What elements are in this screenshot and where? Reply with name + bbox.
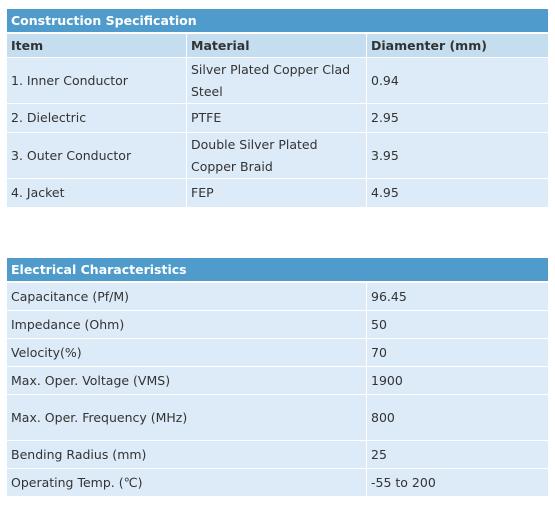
table-row bbox=[7, 311, 549, 339]
table-row bbox=[7, 58, 549, 104]
table-row bbox=[7, 179, 549, 208]
item-cell: 2. Dielectric bbox=[7, 104, 187, 133]
label-cell: Operating Temp. (℃) bbox=[7, 469, 367, 497]
electrical-title: Electrical Characteristics bbox=[7, 258, 549, 283]
label-cell: Bending Radius (mm) bbox=[7, 441, 367, 469]
electrical-title-row bbox=[7, 258, 549, 283]
construction-spec-table bbox=[6, 8, 549, 208]
construction-title: Construction Specification bbox=[7, 9, 549, 34]
item-cell: 3. Outer Conductor bbox=[7, 133, 187, 179]
table-row bbox=[7, 367, 549, 395]
table-row bbox=[7, 282, 549, 311]
value-cell: 800 bbox=[367, 395, 549, 441]
diameter-cell: 0.94 bbox=[367, 58, 549, 104]
table-row bbox=[7, 104, 549, 133]
label-cell: Max. Oper. Voltage (VMS) bbox=[7, 367, 367, 395]
electrical-characteristics-table bbox=[6, 257, 549, 497]
table-row bbox=[7, 441, 549, 469]
item-cell: 4. Jacket bbox=[7, 179, 187, 208]
header-material: Material bbox=[187, 33, 367, 58]
diameter-cell: 4.95 bbox=[367, 179, 549, 208]
value-cell: 50 bbox=[367, 311, 549, 339]
label-cell: Velocity(%) bbox=[7, 339, 367, 367]
construction-title-row bbox=[7, 9, 549, 34]
label-cell: Max. Oper. Frequency (MHz) bbox=[7, 395, 367, 441]
construction-header-row bbox=[7, 33, 549, 58]
table-row bbox=[7, 469, 549, 497]
item-cell: 1. Inner Conductor bbox=[7, 58, 187, 104]
diameter-cell: 2.95 bbox=[367, 104, 549, 133]
material-cell: Silver Plated Copper Clad Steel bbox=[187, 58, 367, 104]
material-cell: Double Silver Plated Copper Braid bbox=[187, 133, 367, 179]
diameter-cell: 3.95 bbox=[367, 133, 549, 179]
value-cell: 1900 bbox=[367, 367, 549, 395]
table-row bbox=[7, 133, 549, 179]
material-cell: PTFE bbox=[187, 104, 367, 133]
value-cell: 70 bbox=[367, 339, 549, 367]
value-cell: 96.45 bbox=[367, 282, 549, 311]
header-diameter: Diamenter (mm) bbox=[367, 33, 549, 58]
table-row bbox=[7, 395, 549, 441]
table-row bbox=[7, 339, 549, 367]
label-cell: Capacitance (Pf/M) bbox=[7, 282, 367, 311]
label-cell: Impedance (Ohm) bbox=[7, 311, 367, 339]
material-cell: FEP bbox=[187, 179, 367, 208]
value-cell: 25 bbox=[367, 441, 549, 469]
header-item: Item bbox=[7, 33, 187, 58]
value-cell: -55 to 200 bbox=[367, 469, 549, 497]
